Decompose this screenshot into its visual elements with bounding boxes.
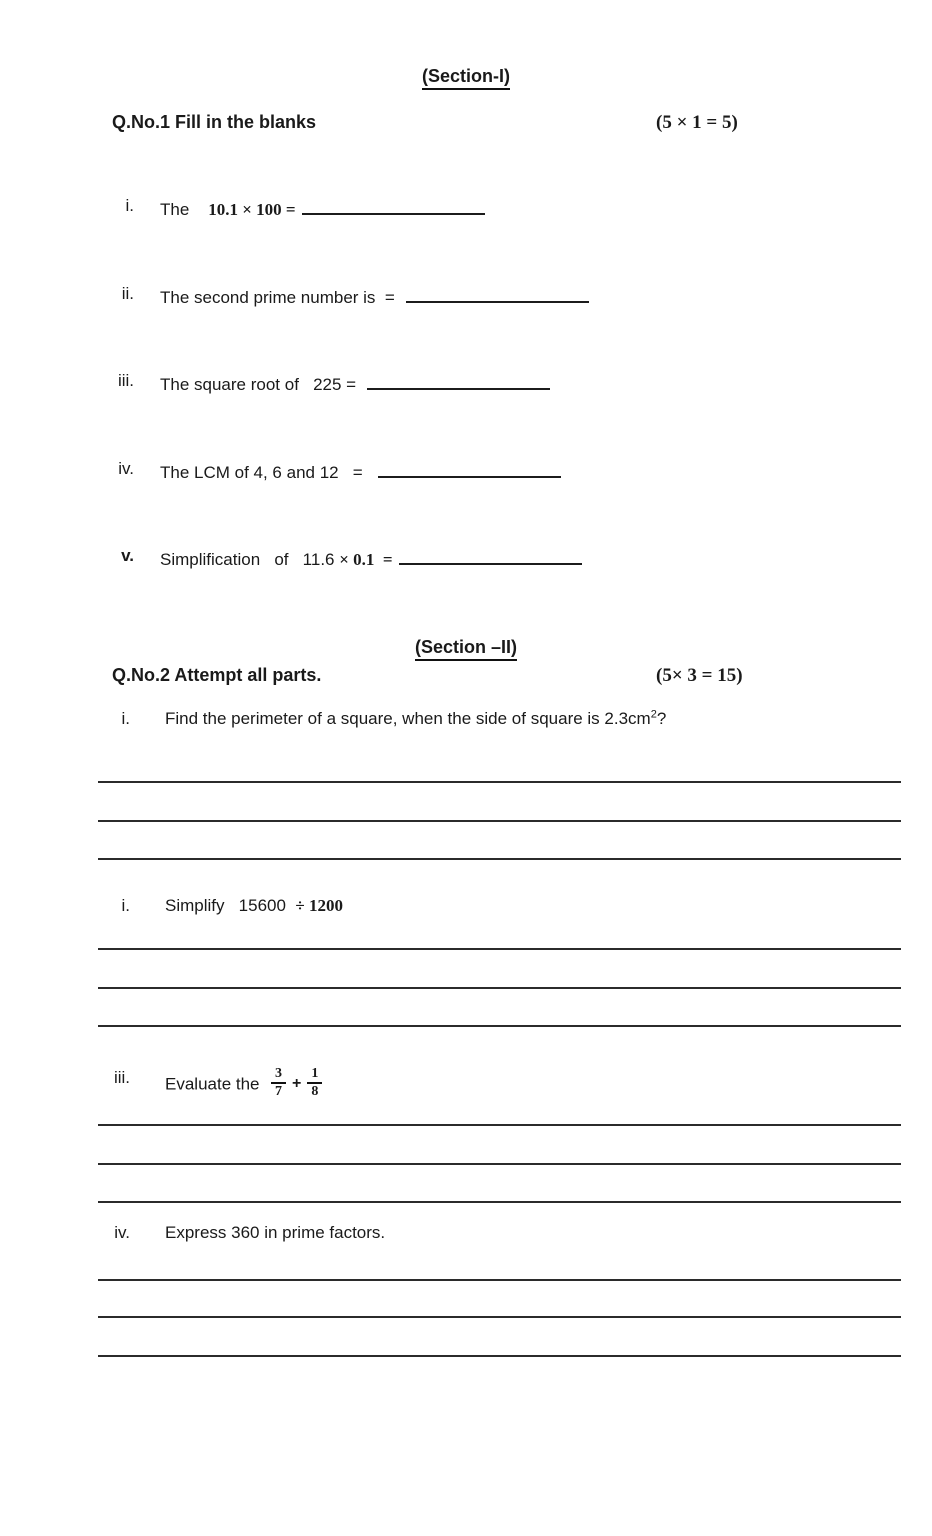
q2-question-evaluate bbox=[0, 1062, 932, 1102]
q1-marks: (5 × 1 = 5) bbox=[656, 112, 738, 133]
section1-heading bbox=[0, 66, 932, 90]
item-math: 10.1 × 100 = bbox=[208, 200, 296, 219]
item-text: The bbox=[160, 200, 209, 219]
q1-title-row bbox=[0, 112, 932, 138]
fill-blank bbox=[302, 196, 485, 215]
q1-item-i bbox=[0, 196, 932, 220]
answer-line bbox=[98, 1025, 901, 1027]
answer-line bbox=[98, 987, 901, 989]
item-body bbox=[160, 459, 912, 483]
answer-line bbox=[98, 1355, 901, 1357]
item-text: The square root of 225 = bbox=[160, 375, 361, 394]
question-body bbox=[165, 709, 912, 729]
fraction-numerator: 1 bbox=[307, 1066, 322, 1084]
answer-line bbox=[98, 1316, 901, 1318]
question-text: Find the perimeter of a square, when the side of square is 2.3cm bbox=[165, 709, 651, 728]
answer-line bbox=[98, 1163, 901, 1165]
question-text: Simplify 15600 bbox=[165, 896, 296, 915]
fraction-numerator: 3 bbox=[271, 1066, 286, 1084]
question-number: iv. bbox=[114, 1223, 130, 1242]
section2-heading-text: (Section –II) bbox=[415, 637, 517, 661]
answer-line bbox=[98, 1201, 901, 1203]
question-number: i. bbox=[121, 896, 130, 915]
item-math: × 0.1 = bbox=[339, 550, 393, 569]
fraction-denominator: 8 bbox=[311, 1084, 319, 1100]
item-body bbox=[160, 546, 912, 570]
q1-item-iv bbox=[0, 459, 932, 483]
q1-item-iii bbox=[0, 371, 932, 395]
q2-title: Q.No.2 Attempt all parts. bbox=[112, 665, 322, 685]
question-text: Evaluate the bbox=[165, 1074, 269, 1094]
question-body bbox=[165, 896, 912, 916]
item-number: iii. bbox=[117, 371, 134, 390]
q1-item-v bbox=[0, 546, 932, 570]
q2-question-express bbox=[0, 1223, 932, 1249]
plus-operator: + bbox=[291, 1074, 302, 1092]
item-text: The LCM of 4, 6 and 12 = bbox=[160, 463, 373, 482]
item-number: v. bbox=[121, 546, 134, 565]
question-number: i. bbox=[121, 709, 130, 728]
item-body bbox=[160, 196, 912, 220]
question-body bbox=[165, 1068, 912, 1102]
q2-title-row bbox=[0, 665, 932, 691]
answer-line bbox=[98, 820, 901, 822]
question-text: Express 360 in prime factors. bbox=[165, 1223, 386, 1242]
item-number: iv. bbox=[118, 459, 134, 478]
fill-blank bbox=[378, 459, 561, 478]
fraction-one-eighth bbox=[307, 1066, 322, 1100]
answer-line bbox=[98, 1279, 901, 1281]
section2-heading bbox=[0, 637, 932, 661]
answer-line bbox=[98, 948, 901, 950]
fraction-three-sevenths bbox=[271, 1066, 286, 1100]
item-body bbox=[160, 371, 912, 395]
item-text: The second prime number is = bbox=[160, 288, 400, 307]
answer-line bbox=[98, 781, 901, 783]
answer-line bbox=[98, 1124, 901, 1126]
item-number: i. bbox=[125, 196, 134, 215]
fill-blank bbox=[399, 546, 582, 565]
item-number: ii. bbox=[121, 284, 134, 303]
q2-question-simplify bbox=[0, 896, 932, 922]
q1-title: Q.No.1 Fill in the blanks bbox=[112, 112, 317, 132]
q2-marks: (5× 3 = 15) bbox=[656, 665, 743, 686]
fraction-denominator: 7 bbox=[274, 1084, 282, 1100]
section1-heading-text: (Section-I) bbox=[422, 66, 510, 90]
fill-blank bbox=[367, 371, 550, 390]
question-number: iii. bbox=[113, 1068, 130, 1087]
answer-line bbox=[98, 858, 901, 860]
question-tail: ? bbox=[656, 709, 667, 728]
q1-item-ii bbox=[0, 284, 932, 308]
fill-blank bbox=[406, 284, 589, 303]
superscript-exponent: 2 bbox=[650, 708, 657, 721]
q2-question-perimeter bbox=[0, 709, 932, 735]
question-body bbox=[165, 1223, 912, 1243]
item-text: Simplification of 11.6 bbox=[160, 550, 340, 569]
question-math: ÷ 1200 bbox=[295, 896, 343, 915]
item-body bbox=[160, 284, 912, 308]
